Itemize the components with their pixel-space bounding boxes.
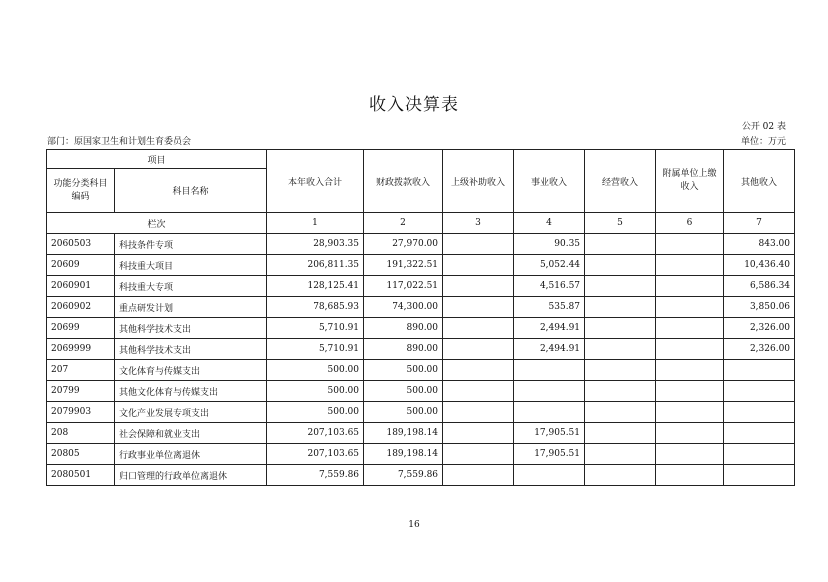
row-subject-name: 归口管理的行政单位离退休 xyxy=(115,465,267,486)
table-row xyxy=(47,339,795,360)
row-value xyxy=(443,360,514,381)
row-value xyxy=(443,381,514,402)
row-value xyxy=(724,465,795,486)
row-value xyxy=(656,402,724,423)
row-value: 78,685.93 xyxy=(267,297,364,318)
row-code: 207 xyxy=(47,360,115,381)
row-value: 500.00 xyxy=(364,360,443,381)
row-value xyxy=(656,444,724,465)
income-table xyxy=(46,149,795,486)
row-value: 189,198.14 xyxy=(364,423,443,444)
form-number: 公开 02 表 xyxy=(741,122,786,132)
row-code: 2060901 xyxy=(47,276,115,297)
row-value xyxy=(585,402,656,423)
row-subject-name: 重点研发计划 xyxy=(115,297,267,318)
col-index: 6 xyxy=(656,213,724,234)
row-value xyxy=(656,360,724,381)
row-value xyxy=(585,465,656,486)
row-code: 20805 xyxy=(47,444,115,465)
table-row xyxy=(47,234,795,255)
row-value xyxy=(514,381,585,402)
row-value xyxy=(656,318,724,339)
header-fiscal-income: 财政拨款收入 xyxy=(364,150,443,213)
col-index: 7 xyxy=(724,213,795,234)
row-subject-name: 其他科学技术支出 xyxy=(115,318,267,339)
row-value xyxy=(514,360,585,381)
unit-label: 单位：万元 xyxy=(740,137,786,147)
row-subject-name: 科技条件专项 xyxy=(115,234,267,255)
row-code: 2069999 xyxy=(47,339,115,360)
row-value xyxy=(514,465,585,486)
header-project: 项目 xyxy=(47,150,267,169)
row-value xyxy=(443,423,514,444)
row-value: 10,436.40 xyxy=(724,255,795,276)
table-body xyxy=(47,234,795,486)
row-value: 191,322.51 xyxy=(364,255,443,276)
row-value xyxy=(656,381,724,402)
row-value: 7,559.86 xyxy=(267,465,364,486)
row-value: 500.00 xyxy=(364,402,443,423)
row-value xyxy=(443,255,514,276)
row-value: 6,586.34 xyxy=(724,276,795,297)
row-value xyxy=(656,276,724,297)
row-code: 2079903 xyxy=(47,402,115,423)
row-value: 843.00 xyxy=(724,234,795,255)
row-value: 28,903.35 xyxy=(267,234,364,255)
row-value: 7,559.86 xyxy=(364,465,443,486)
row-value xyxy=(443,234,514,255)
row-code: 2080501 xyxy=(47,465,115,486)
table-row xyxy=(47,318,795,339)
row-subject-name: 文化体育与传媒支出 xyxy=(115,360,267,381)
row-value: 890.00 xyxy=(364,339,443,360)
row-value xyxy=(585,381,656,402)
header-subject-name: 科目名称 xyxy=(115,169,267,213)
row-value: 5,710.91 xyxy=(267,318,364,339)
row-value: 500.00 xyxy=(267,402,364,423)
row-subject-name: 社会保障和就业支出 xyxy=(115,423,267,444)
row-value xyxy=(443,318,514,339)
row-value: 2,494.91 xyxy=(514,318,585,339)
col-index: 5 xyxy=(585,213,656,234)
row-value: 2,494.91 xyxy=(514,339,585,360)
row-value xyxy=(656,339,724,360)
row-value xyxy=(585,318,656,339)
row-code: 20699 xyxy=(47,318,115,339)
row-value xyxy=(724,381,795,402)
row-value xyxy=(724,402,795,423)
row-value: 2,326.00 xyxy=(724,339,795,360)
page-number: 16 xyxy=(408,520,420,530)
department-label: 部门：原国家卫生和计划生育委员会 xyxy=(47,137,192,147)
header-business-income: 事业收入 xyxy=(514,150,585,213)
row-value xyxy=(724,444,795,465)
header-operating-income: 经营收入 xyxy=(585,150,656,213)
row-value: 17,905.51 xyxy=(514,423,585,444)
document-title: 收入决算表 xyxy=(369,95,459,115)
row-value xyxy=(585,339,656,360)
row-value xyxy=(656,423,724,444)
row-code: 20609 xyxy=(47,255,115,276)
header-other-income: 其他收入 xyxy=(724,150,795,213)
row-value xyxy=(585,360,656,381)
row-value: 3,850.06 xyxy=(724,297,795,318)
row-value: 5,052.44 xyxy=(514,255,585,276)
row-code: 20799 xyxy=(47,381,115,402)
row-value: 500.00 xyxy=(267,381,364,402)
table-row xyxy=(47,297,795,318)
col-index: 4 xyxy=(514,213,585,234)
row-value: 535.87 xyxy=(514,297,585,318)
row-value xyxy=(656,234,724,255)
header-row-label: 栏次 xyxy=(47,213,267,234)
row-value xyxy=(585,423,656,444)
table-row xyxy=(47,465,795,486)
row-value: 117,022.51 xyxy=(364,276,443,297)
row-value xyxy=(585,234,656,255)
row-value xyxy=(443,444,514,465)
row-value xyxy=(724,360,795,381)
row-value xyxy=(443,276,514,297)
row-value: 4,516.57 xyxy=(514,276,585,297)
row-value: 5,710.91 xyxy=(267,339,364,360)
table-row xyxy=(47,276,795,297)
col-index: 1 xyxy=(267,213,364,234)
row-value: 189,198.14 xyxy=(364,444,443,465)
header-affiliated-income: 附属单位上缴收入 xyxy=(656,150,724,213)
row-value: 207,103.65 xyxy=(267,444,364,465)
row-value: 500.00 xyxy=(267,360,364,381)
row-value xyxy=(585,444,656,465)
row-value: 90.35 xyxy=(514,234,585,255)
row-value xyxy=(656,465,724,486)
row-value xyxy=(443,297,514,318)
row-value: 206,811.35 xyxy=(267,255,364,276)
row-value: 207,103.65 xyxy=(267,423,364,444)
col-index: 3 xyxy=(443,213,514,234)
row-value: 27,970.00 xyxy=(364,234,443,255)
row-value xyxy=(656,297,724,318)
row-subject-name: 科技重大专项 xyxy=(115,276,267,297)
table-row xyxy=(47,444,795,465)
col-index: 2 xyxy=(364,213,443,234)
row-value: 2,326.00 xyxy=(724,318,795,339)
row-value: 500.00 xyxy=(364,381,443,402)
row-value xyxy=(656,255,724,276)
row-value xyxy=(443,402,514,423)
row-subject-name: 科技重大项目 xyxy=(115,255,267,276)
row-value xyxy=(514,402,585,423)
row-code: 208 xyxy=(47,423,115,444)
row-subject-name: 其他科学技术支出 xyxy=(115,339,267,360)
row-code: 2060902 xyxy=(47,297,115,318)
table-row xyxy=(47,255,795,276)
table-row xyxy=(47,360,795,381)
row-value: 74,300.00 xyxy=(364,297,443,318)
row-value: 128,125.41 xyxy=(267,276,364,297)
header-total-income: 本年收入合计 xyxy=(267,150,364,213)
row-value: 890.00 xyxy=(364,318,443,339)
row-value xyxy=(585,297,656,318)
row-code: 2060503 xyxy=(47,234,115,255)
row-value: 17,905.51 xyxy=(514,444,585,465)
row-subject-name: 行政事业单位离退休 xyxy=(115,444,267,465)
row-value xyxy=(724,423,795,444)
row-subject-name: 文化产业发展专项支出 xyxy=(115,402,267,423)
table-row xyxy=(47,381,795,402)
row-value xyxy=(585,255,656,276)
row-value xyxy=(443,465,514,486)
table-row xyxy=(47,402,795,423)
row-value xyxy=(585,276,656,297)
table-row xyxy=(47,423,795,444)
row-value xyxy=(443,339,514,360)
header-func-code: 功能分类科目编码 xyxy=(47,169,115,213)
row-subject-name: 其他文化体育与传媒支出 xyxy=(115,381,267,402)
header-subsidy-income: 上级补助收入 xyxy=(443,150,514,213)
